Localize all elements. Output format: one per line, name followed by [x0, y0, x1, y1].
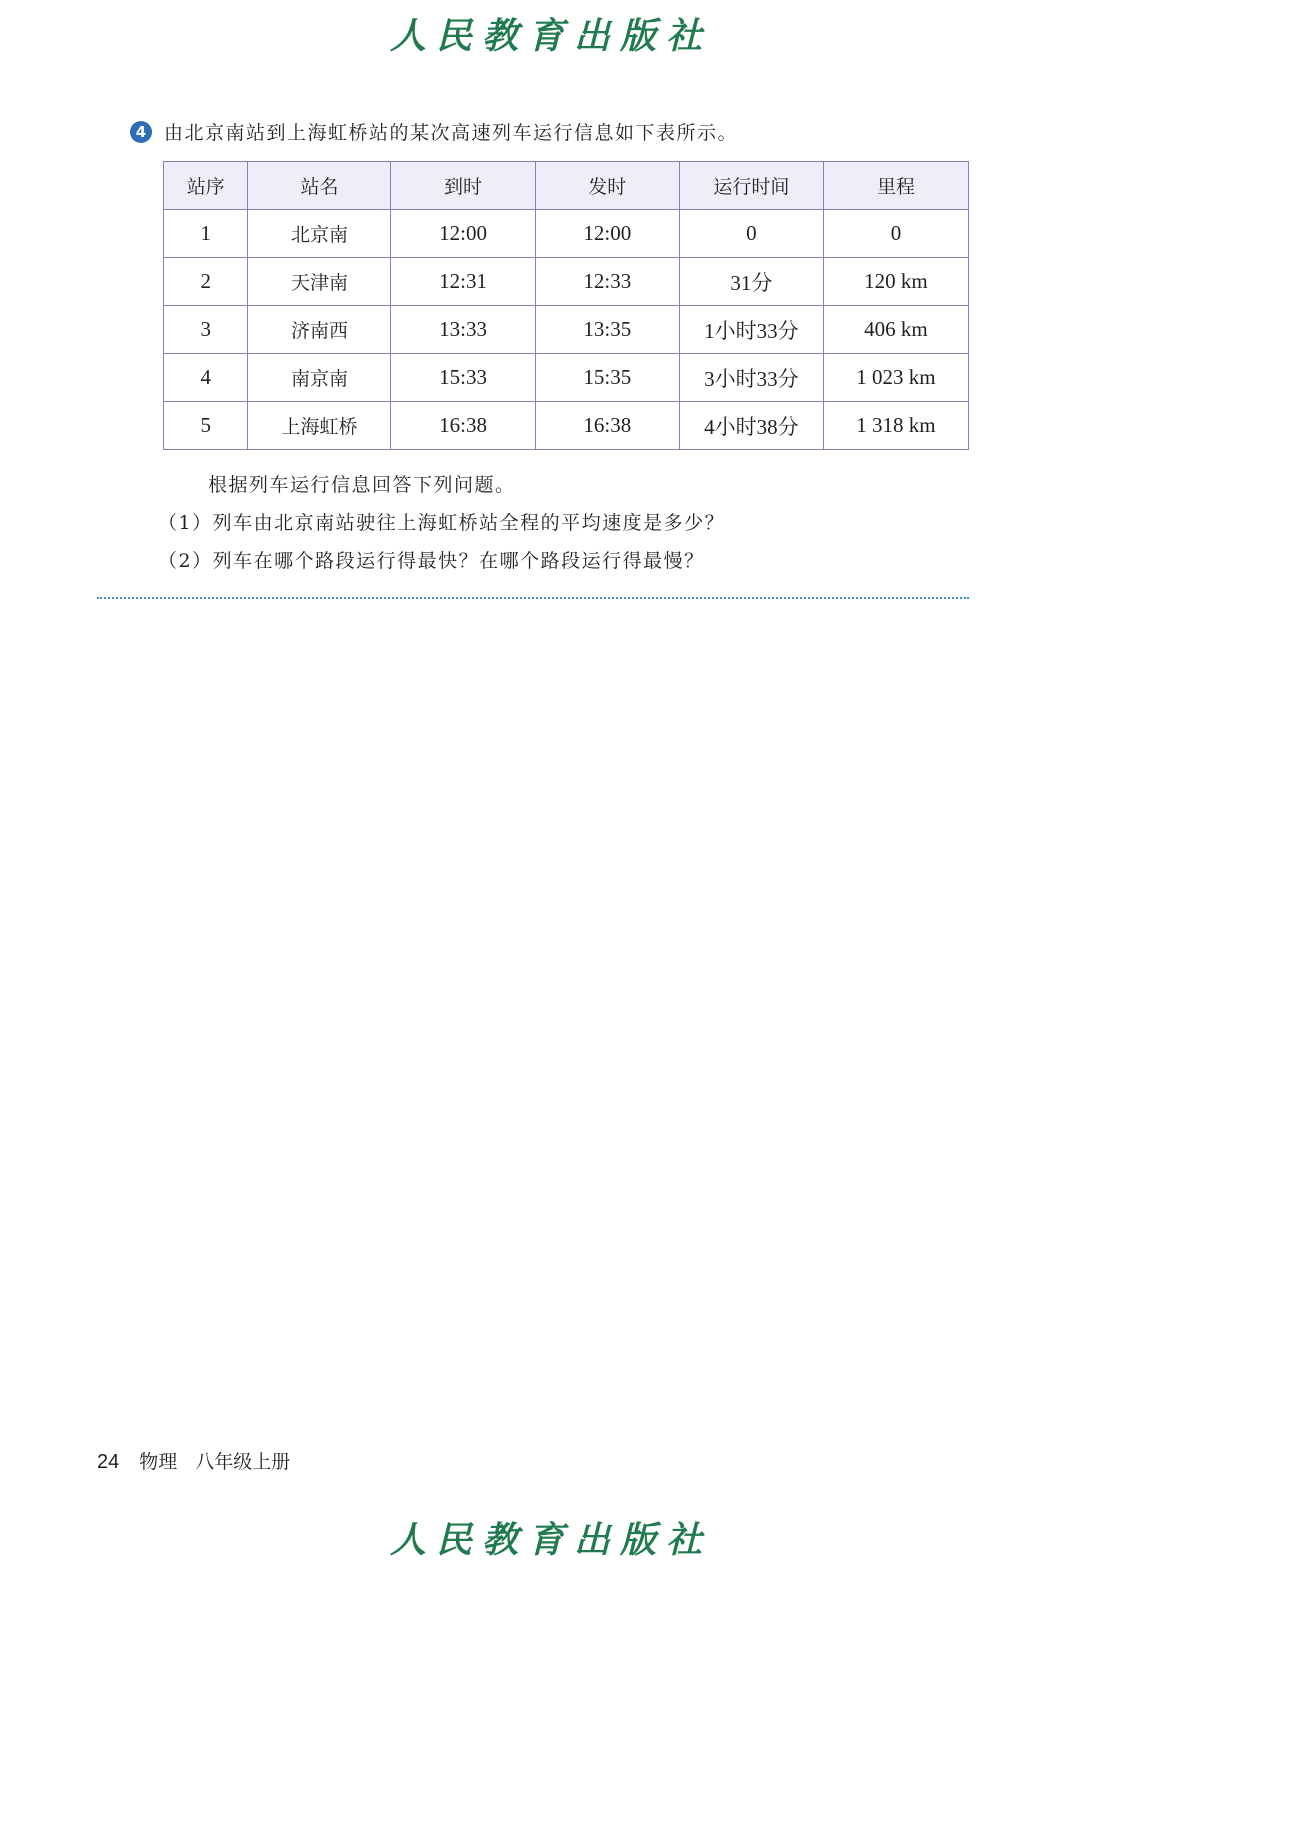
- header-arrival: 到时: [391, 162, 535, 210]
- question-4: [130, 118, 738, 145]
- cell-run-time: 3小时33分: [679, 354, 823, 402]
- cell-arrival: 15:33: [391, 354, 535, 402]
- table-row: [164, 402, 969, 450]
- cell-run-time: 0: [679, 210, 823, 258]
- header-distance: 里程: [823, 162, 968, 210]
- page-number: 24: [97, 1451, 120, 1473]
- header-station-name: 站名: [248, 162, 391, 210]
- cell-distance: 0: [823, 210, 968, 258]
- cell-distance: 1 318 km: [823, 402, 968, 450]
- cell-order: 2: [164, 258, 248, 306]
- cell-departure: 15:35: [535, 354, 679, 402]
- table-row: [164, 354, 969, 402]
- cell-arrival: 13:33: [391, 306, 535, 354]
- publisher-logo-bottom: 人民教育出版社: [389, 1519, 712, 1561]
- header-run-time: 运行时间: [679, 162, 823, 210]
- grade-label: 八年级上册: [195, 1452, 291, 1473]
- cell-distance: 1 023 km: [823, 354, 968, 402]
- cell-station: 南京南: [248, 354, 391, 402]
- question-number-badge: 4: [130, 121, 152, 143]
- table-row: [164, 306, 969, 354]
- page-footer: [97, 1447, 290, 1474]
- cell-departure: 16:38: [535, 402, 679, 450]
- cell-station: 北京南: [248, 210, 391, 258]
- question-text: 由北京南站到上海虹桥站的某次高速列车运行信息如下表所示。: [164, 122, 739, 144]
- cell-station: 天津南: [248, 258, 391, 306]
- instruction-text: 根据列车运行信息回答下列问题。: [208, 474, 516, 496]
- cell-departure: 12:33: [535, 258, 679, 306]
- table-row: [164, 210, 969, 258]
- header-departure: 发时: [535, 162, 679, 210]
- subject-label: 物理: [139, 1452, 178, 1473]
- publisher-logo-top: 人民教育出版社: [389, 15, 712, 57]
- subquestion-1: （1）列车由北京南站驶往上海虹桥站全程的平均速度是多少？: [158, 512, 726, 534]
- train-timetable: [163, 161, 969, 450]
- table-row: [164, 258, 969, 306]
- cell-departure: 13:35: [535, 306, 679, 354]
- cell-order: 5: [164, 402, 248, 450]
- cell-arrival: 12:31: [391, 258, 535, 306]
- subquestion-2: （2）列车在哪个路段运行得最快？在哪个路段运行得最慢？: [158, 550, 705, 572]
- cell-departure: 12:00: [535, 210, 679, 258]
- cell-station: 济南西: [248, 306, 391, 354]
- dotted-divider: [97, 597, 969, 599]
- table-header-row: [164, 162, 969, 210]
- cell-distance: 120 km: [823, 258, 968, 306]
- cell-run-time: 31分: [679, 258, 823, 306]
- cell-arrival: 16:38: [391, 402, 535, 450]
- header-station-order: 站序: [164, 162, 248, 210]
- cell-run-time: 4小时38分: [679, 402, 823, 450]
- cell-run-time: 1小时33分: [679, 306, 823, 354]
- cell-distance: 406 km: [823, 306, 968, 354]
- cell-station: 上海虹桥: [248, 402, 391, 450]
- cell-order: 3: [164, 306, 248, 354]
- cell-arrival: 12:00: [391, 210, 535, 258]
- cell-order: 4: [164, 354, 248, 402]
- cell-order: 1: [164, 210, 248, 258]
